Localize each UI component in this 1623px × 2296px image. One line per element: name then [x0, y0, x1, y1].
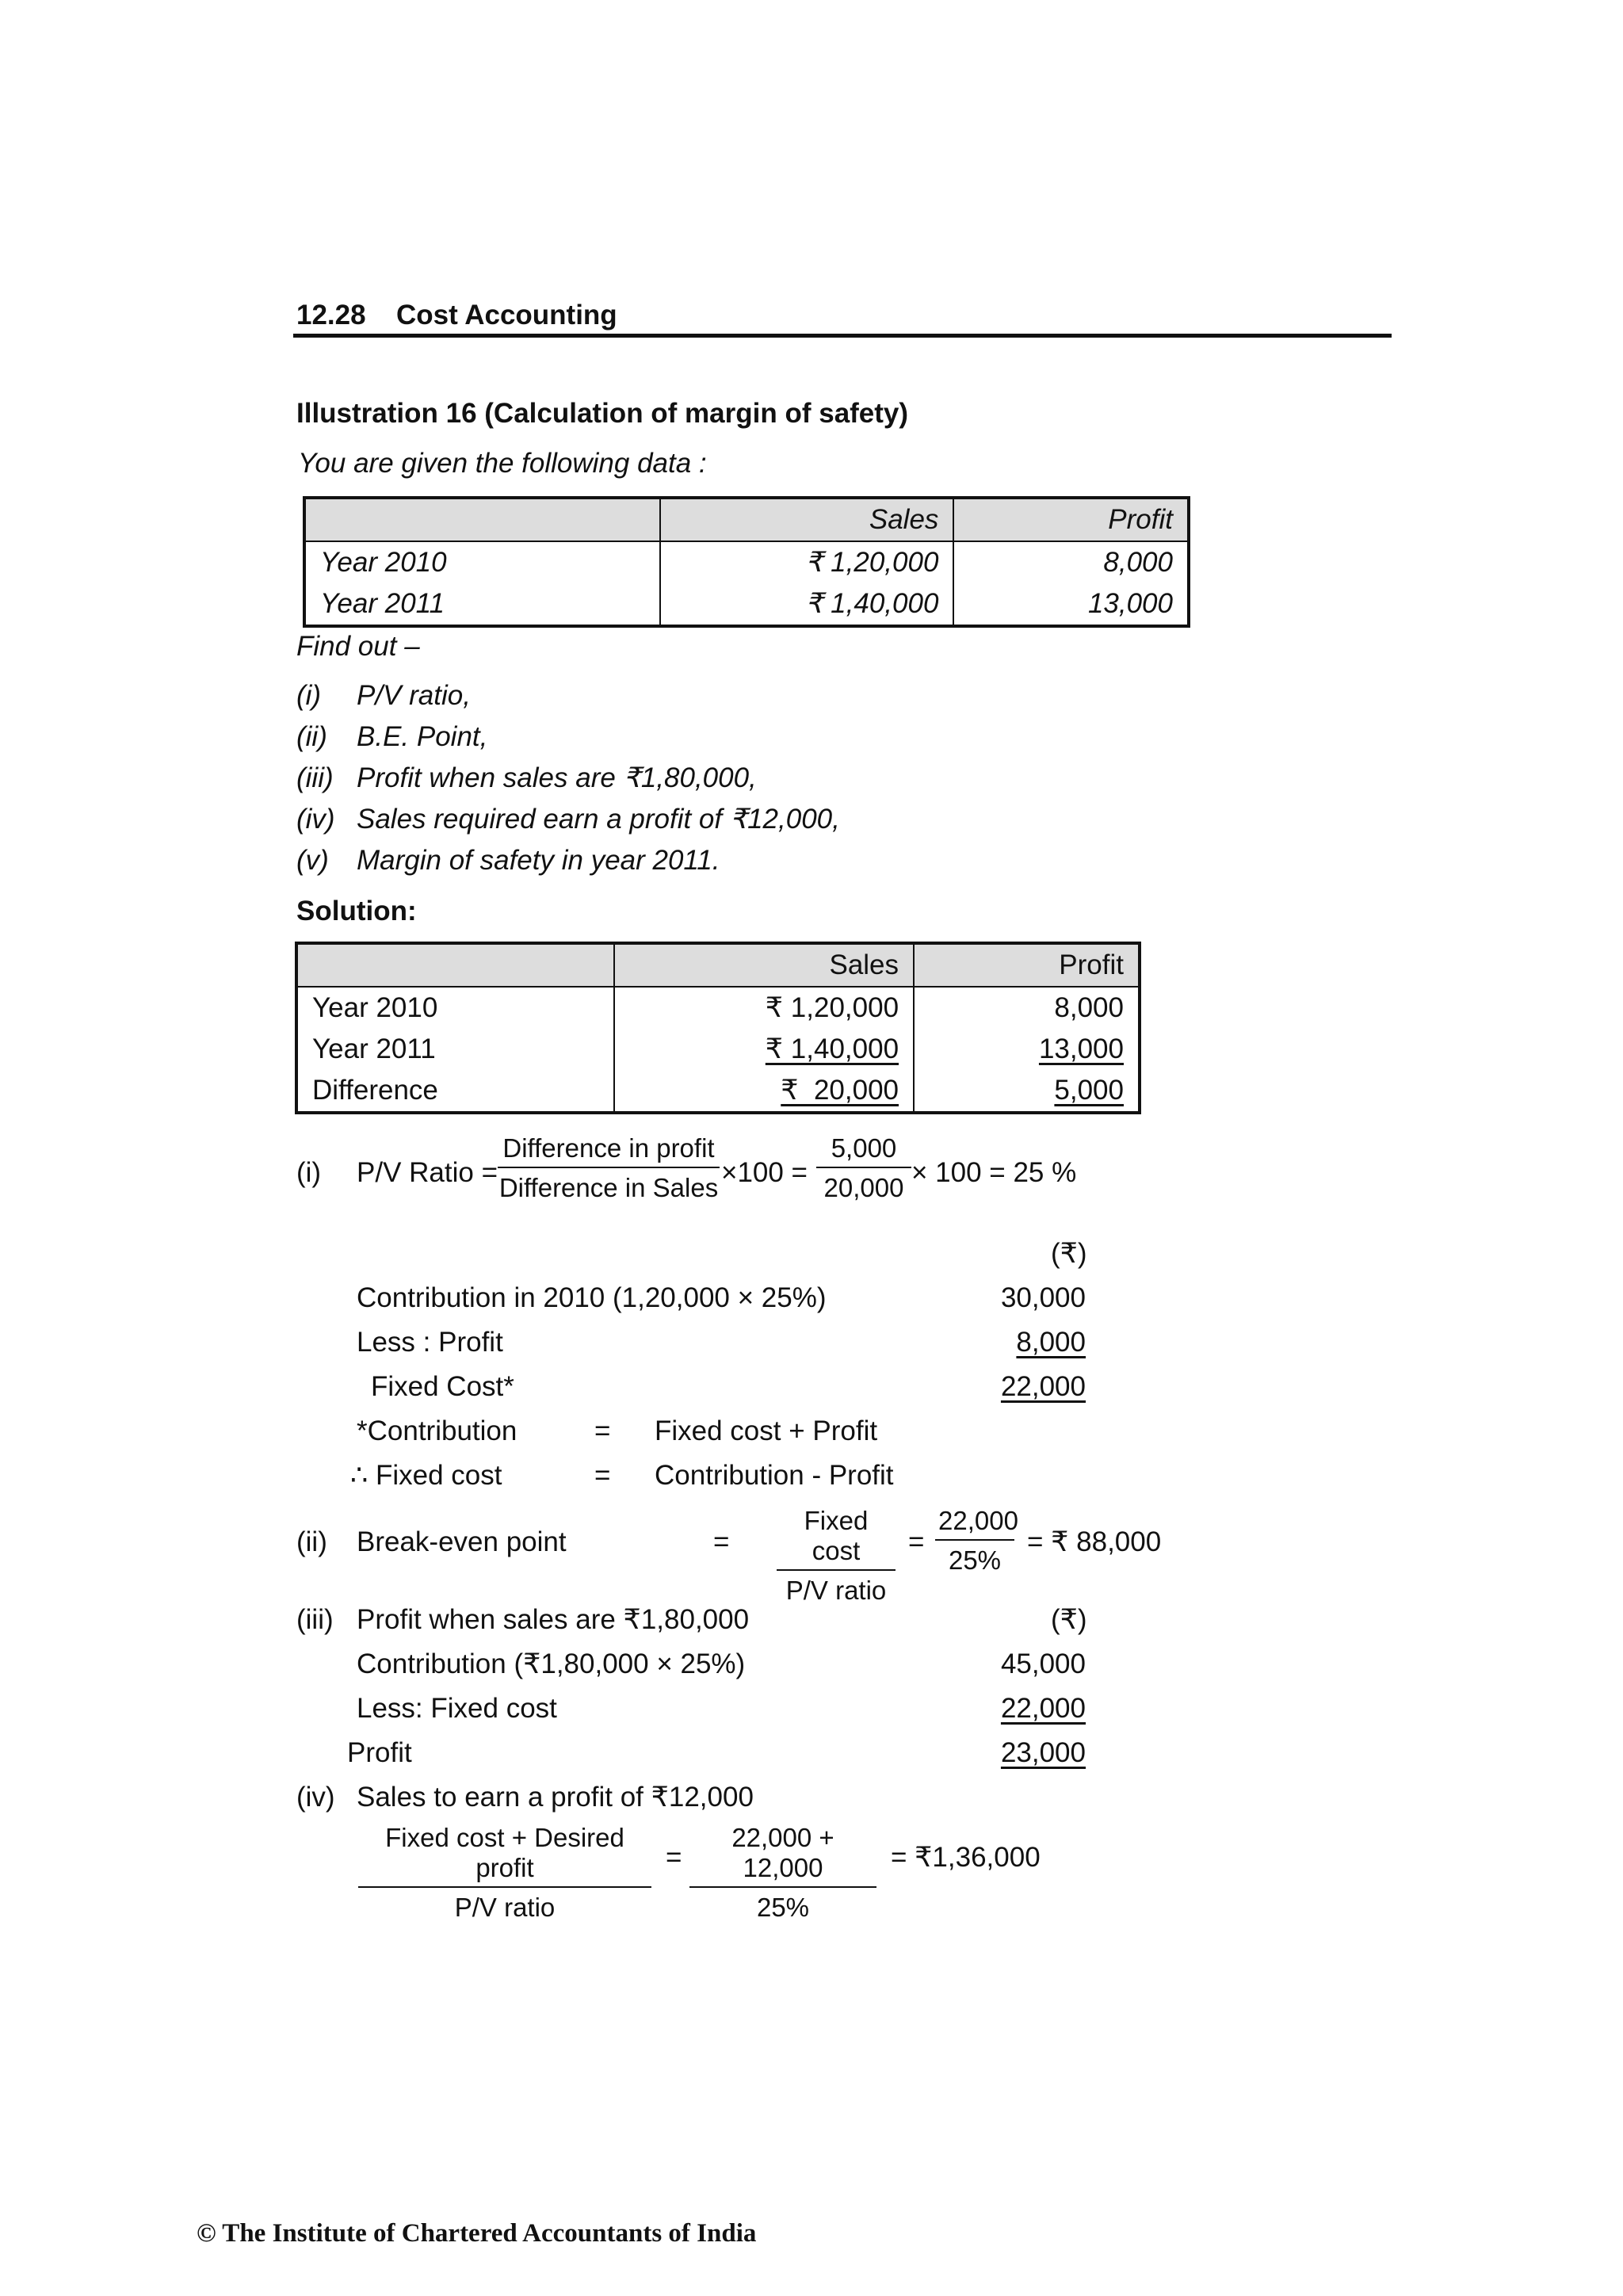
fraction-denominator: 25% — [756, 1893, 810, 1922]
solution-heading: Solution: — [296, 896, 417, 926]
table-cell: ₹ 1,20,000 — [660, 541, 953, 583]
pv-result: × 100 = 25 % — [911, 1157, 1077, 1188]
table-cell — [914, 1029, 1140, 1070]
table-row — [304, 541, 1189, 583]
sales-equals: = — [666, 1842, 682, 1873]
fraction-numerator: Fixed cost + Desired profit — [358, 1823, 651, 1888]
calc-label: Contribution in 2010 (1,20,000 × 25%) — [357, 1282, 827, 1313]
currency-column-header: (₹) — [1051, 1238, 1087, 1269]
table-header-row — [304, 498, 1189, 541]
bep-equals: = — [713, 1526, 730, 1557]
table-row — [296, 987, 1140, 1029]
pv-label: P/V Ratio = — [357, 1157, 498, 1188]
table-row — [304, 583, 1189, 626]
calc-label: Fixed Cost* — [371, 1371, 514, 1402]
question-text: P/V ratio, — [357, 680, 471, 711]
book-title: Cost Accounting — [396, 300, 617, 330]
bep-fraction-2 — [935, 1506, 1018, 1576]
bep-fraction-1 — [777, 1506, 896, 1606]
table-header-cell: Profit — [914, 943, 1140, 987]
bep-number: (ii) — [296, 1526, 327, 1557]
fraction-numerator: Difference in profit — [498, 1133, 720, 1168]
footer-copyright: © The Institute of Chartered Accountants of India — [197, 2219, 757, 2248]
fraction-numerator: 5,000 — [816, 1133, 911, 1168]
calc-label: Contribution (₹1,80,000 × 25%) — [357, 1648, 746, 1679]
sales-fraction-2 — [689, 1823, 876, 1923]
pv-fraction-1 — [498, 1133, 720, 1203]
calc-label: Less: Fixed cost — [357, 1693, 557, 1724]
table-header-cell: Sales — [614, 943, 914, 987]
underlined-value: 5,000 — [1054, 1075, 1124, 1106]
calc-value: 45,000 — [1000, 1648, 1086, 1679]
table-cell: Year 2010 — [312, 992, 438, 1023]
question-text: Profit when sales are ₹1,80,000, — [357, 762, 757, 793]
fraction-denominator: P/V ratio — [785, 1576, 887, 1605]
question-number: (iv) — [296, 804, 335, 835]
question-number: (iii) — [296, 762, 334, 793]
underlined-value: ₹ 20,000 — [781, 1075, 899, 1106]
calc-label: Profit — [347, 1737, 412, 1768]
underlined-value: 13,000 — [1038, 1033, 1124, 1064]
table-header-cell — [304, 498, 660, 541]
calc-value: 22,000 — [1000, 1693, 1086, 1724]
table-cell: Year 2011 — [312, 1033, 436, 1064]
fraction-denominator: Difference in Sales — [498, 1173, 719, 1202]
note-equals: = — [594, 1460, 611, 1491]
sales-calc-label: Sales to earn a profit of ₹12,000 — [357, 1782, 754, 1813]
table-cell — [614, 1029, 914, 1070]
question-text: Sales required earn a profit of ₹12,000, — [357, 804, 840, 835]
sales-result: = ₹1,36,000 — [891, 1842, 1041, 1873]
calc-value: 30,000 — [1000, 1282, 1086, 1313]
table-cell: ₹ 1,20,000 — [614, 987, 914, 1029]
question-number: (v) — [296, 845, 329, 876]
illustration-title: Illustration 16 (Calculation of margin of safety) — [296, 398, 909, 429]
table-cell: 8,000 — [914, 987, 1140, 1029]
table-cell — [914, 1070, 1140, 1113]
fraction-numerator: Fixed cost — [777, 1506, 896, 1571]
bep-result: = ₹ 88,000 — [1027, 1526, 1162, 1557]
fraction-denominator: 25% — [948, 1545, 1002, 1575]
table-cell: 13,000 — [953, 583, 1189, 626]
sales-fraction-1 — [358, 1823, 651, 1923]
calc-label: Less : Profit — [357, 1327, 503, 1358]
bep-equals-2: = — [908, 1526, 925, 1557]
table-cell: Year 2010 — [320, 547, 447, 578]
question-text: Margin of safety in year 2011. — [357, 845, 720, 876]
table-row — [296, 1029, 1140, 1070]
fraction-denominator: P/V ratio — [454, 1893, 556, 1922]
fraction-denominator: 20,000 — [823, 1173, 904, 1202]
illustration-intro: You are given the following data : — [298, 448, 707, 479]
given-data-table — [303, 496, 1190, 628]
calc-value: 8,000 — [1016, 1327, 1086, 1358]
underlined-value: ₹ 1,40,000 — [765, 1033, 899, 1064]
note-value: Fixed cost + Profit — [655, 1415, 878, 1446]
table-row — [296, 1070, 1140, 1113]
pv-times-100: ×100 = — [721, 1157, 808, 1188]
page-number: 12.28 — [296, 300, 366, 330]
note-label: *Contribution — [357, 1415, 517, 1446]
profit-calc-number: (iii) — [296, 1604, 334, 1635]
question-number: (i) — [296, 680, 322, 711]
fraction-numerator: 22,000 — [935, 1506, 1014, 1541]
note-equals: = — [594, 1415, 611, 1446]
solution-table — [295, 942, 1141, 1114]
table-cell: Difference — [312, 1075, 438, 1106]
question-number: (ii) — [296, 721, 327, 752]
currency-column-header: (₹) — [1051, 1604, 1087, 1635]
profit-calc-label: Profit when sales are ₹1,80,000 — [357, 1604, 750, 1635]
pv-number: (i) — [296, 1157, 322, 1188]
question-text: B.E. Point, — [357, 721, 488, 752]
calc-value: 22,000 — [1000, 1371, 1086, 1402]
bep-label: Break-even point — [357, 1526, 567, 1557]
find-out-label: Find out – — [296, 631, 420, 662]
table-header-cell: Profit — [953, 498, 1189, 541]
table-header-row — [296, 943, 1140, 987]
table-cell: 8,000 — [953, 541, 1189, 583]
table-header-cell: Sales — [660, 498, 953, 541]
fraction-numerator: 22,000 + 12,000 — [689, 1823, 876, 1888]
note-value: Contribution - Profit — [655, 1460, 894, 1491]
table-cell — [614, 1070, 914, 1113]
table-cell: Year 2011 — [320, 588, 445, 619]
note-label: ∴ Fixed cost — [350, 1460, 502, 1491]
sales-calc-number: (iv) — [296, 1782, 335, 1813]
calc-value: 23,000 — [1000, 1737, 1086, 1768]
pv-fraction-2 — [816, 1133, 911, 1203]
table-cell: ₹ 1,40,000 — [660, 583, 953, 626]
table-header-cell — [296, 943, 614, 987]
header-rule — [293, 334, 1392, 338]
